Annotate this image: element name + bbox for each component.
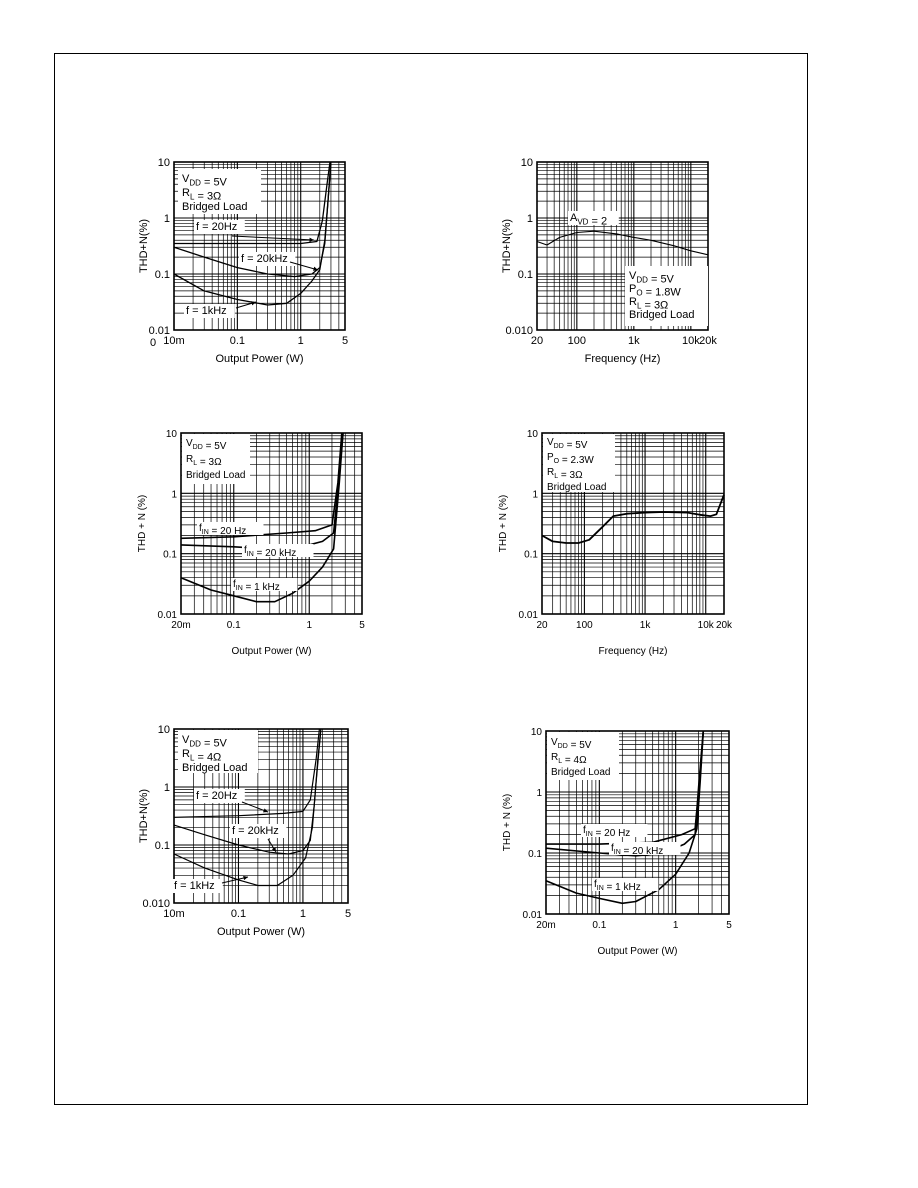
y-tick-label: 0.1 xyxy=(524,549,538,561)
legend-line: $R_L = 3\Omega$ xyxy=(186,454,222,468)
y-tick-label: 1 xyxy=(163,213,170,225)
x-tick-label: 0.1 xyxy=(230,908,247,920)
legend-line: Bridged Load xyxy=(182,762,248,774)
legend-line: $V_{DD} = 5V$ xyxy=(551,737,592,751)
y-axis-label: THD + N (%) xyxy=(498,494,509,553)
legend-line: Bridged Load xyxy=(551,767,611,778)
x-tick-label: 1k xyxy=(628,335,640,347)
annotation-label: $f_{IN} = 20$ kHz xyxy=(244,545,297,559)
y-tick-label: 1 xyxy=(532,489,538,501)
x-tick-label: 20 xyxy=(536,620,548,631)
legend-line: $R_L = 4\Omega$ xyxy=(182,748,222,764)
y-tick-label: 0.01 xyxy=(157,610,177,621)
y-tick-label: 1 xyxy=(526,213,533,225)
legend-line: $V_{DD} = 5V$ xyxy=(182,173,227,189)
x-axis-label: Output Power (W) xyxy=(215,353,304,365)
x-tick-label: 1 xyxy=(306,620,313,631)
x-tick-label: 20m xyxy=(536,920,556,931)
x-tick-label: 5 xyxy=(726,920,732,931)
y-tick-label: 0.01 xyxy=(518,610,538,621)
x-tick-label: 5 xyxy=(359,620,365,631)
chart-c2 xyxy=(501,157,717,365)
y-tick-label: 0.010 xyxy=(142,898,170,910)
y-tick-label: 0.01 xyxy=(148,325,170,337)
annotation-label: $f_{IN} = 20$ kHz xyxy=(611,843,664,857)
annotation-label: $f_{IN} = 20$ Hz xyxy=(583,825,631,839)
y-tick-label: 10 xyxy=(520,157,533,169)
x-axis-label: Output Power (W) xyxy=(597,946,678,957)
x-tick-label: 10m xyxy=(163,908,185,920)
chart-c1 xyxy=(138,157,348,365)
x-axis-label: Output Power (W) xyxy=(231,646,312,657)
x-tick-label: 0.1 xyxy=(229,335,246,347)
x-tick-label: 10k xyxy=(681,335,700,347)
x-tick-label: 1 xyxy=(299,908,307,920)
x-axis-label: Output Power (W) xyxy=(216,926,306,938)
y-tick-label: 0.1 xyxy=(154,840,170,852)
annotation-label: f = 20kHz xyxy=(232,825,279,837)
x-tick-label: 1 xyxy=(672,920,679,931)
x-tick-label: 5 xyxy=(344,908,352,920)
y-tick-label: 0.1 xyxy=(528,849,542,860)
x-axis-label: Frequency (Hz) xyxy=(584,353,661,365)
y-axis-label: THD + N (%) xyxy=(137,494,148,553)
annotation-label: f = 1kHz xyxy=(186,305,227,317)
y-axis-label: THD + N (%) xyxy=(502,793,513,852)
x-tick-label: 5 xyxy=(341,335,349,347)
legend-line: Bridged Load xyxy=(547,482,607,493)
y-tick-label: 0.01 xyxy=(522,910,542,921)
y-axis-label: THD+N(%) xyxy=(501,218,513,274)
chart-c3 xyxy=(137,429,365,657)
legend-line: $V_{DD} = 5V$ xyxy=(186,438,227,452)
x-axis-label: Frequency (Hz) xyxy=(598,646,668,657)
y-tick-label: 0.1 xyxy=(154,269,170,281)
y-axis-label: THD+N(%) xyxy=(138,218,150,274)
legend-line: $V_{DD} = 5V$ xyxy=(182,734,227,750)
legend-line: $R_L = 3\Omega$ xyxy=(547,467,583,481)
x-tick-label: 20k xyxy=(715,620,733,631)
y-tick-label: 1 xyxy=(536,788,542,799)
x-tick-label: 20 xyxy=(530,335,544,347)
x-tick-label: 20k xyxy=(699,335,717,347)
annotation-arrow xyxy=(232,236,314,240)
legend-line: $P_O = 1.8W$ xyxy=(629,283,681,299)
x-tick-label: 20m xyxy=(171,620,191,631)
legend-line: Bridged Load xyxy=(186,470,246,481)
legend-line: $R_L = 4\Omega$ xyxy=(551,752,587,766)
y-tick-label: 1 xyxy=(163,782,170,794)
y-tick-label: 10 xyxy=(157,157,170,169)
legend-line: $R_L = 3\Omega$ xyxy=(182,187,222,203)
legend-line: $R_L = 3\Omega$ xyxy=(629,296,669,312)
y-axis-label: THD+N(%) xyxy=(138,788,150,844)
chart-c5 xyxy=(138,724,351,938)
x-tick-label: 1k xyxy=(639,620,651,631)
annotation-label: $f_{IN} = 20$ Hz xyxy=(199,523,247,537)
x-tick-label: 10m xyxy=(163,335,185,347)
annotation-arrowhead xyxy=(243,876,248,880)
y-tick-label: 0.010 xyxy=(505,325,533,337)
y-tick-label: 0.1 xyxy=(163,549,177,561)
y-tick-label: 10 xyxy=(530,727,542,738)
x-tick-label: 10k xyxy=(697,620,714,631)
annotation-label: f = 20kHz xyxy=(241,253,288,265)
y-tick-label: 10 xyxy=(165,429,177,440)
annotation-label: $A_{VD} = 2$ xyxy=(570,212,608,228)
x-tick-label: 100 xyxy=(576,620,593,631)
x-tick-label: 100 xyxy=(567,335,587,347)
x-tick-label: 1 xyxy=(297,335,304,347)
y-tick-label: 10 xyxy=(157,724,170,736)
x-tick-label: 0.1 xyxy=(592,920,607,931)
chart-c4 xyxy=(498,429,733,657)
annotation-label: f = 1kHz xyxy=(174,880,215,892)
legend-line: $V_{DD} = 5V$ xyxy=(547,437,588,451)
y-tick-label: 1 xyxy=(171,489,177,501)
annotation-label: $f_{IN} = 1$ kHz xyxy=(594,879,641,893)
extra-label: 0 xyxy=(150,337,157,349)
x-tick-label: 0.1 xyxy=(226,620,241,631)
annotation-label: f = 20Hz xyxy=(196,790,238,802)
legend-line: Bridged Load xyxy=(629,309,695,321)
y-tick-label: 10 xyxy=(526,429,538,440)
legend-line: Bridged Load xyxy=(182,201,248,213)
legend-line: $V_{DD} = 5V$ xyxy=(629,270,674,286)
annotation-label: $f_{IN} = 1$ kHz xyxy=(233,579,280,593)
chart-c6 xyxy=(502,727,732,957)
y-tick-label: 0.1 xyxy=(517,269,533,281)
legend-line: $P_O = 2.3W$ xyxy=(547,452,594,466)
annotation-label: f = 20Hz xyxy=(196,221,238,233)
